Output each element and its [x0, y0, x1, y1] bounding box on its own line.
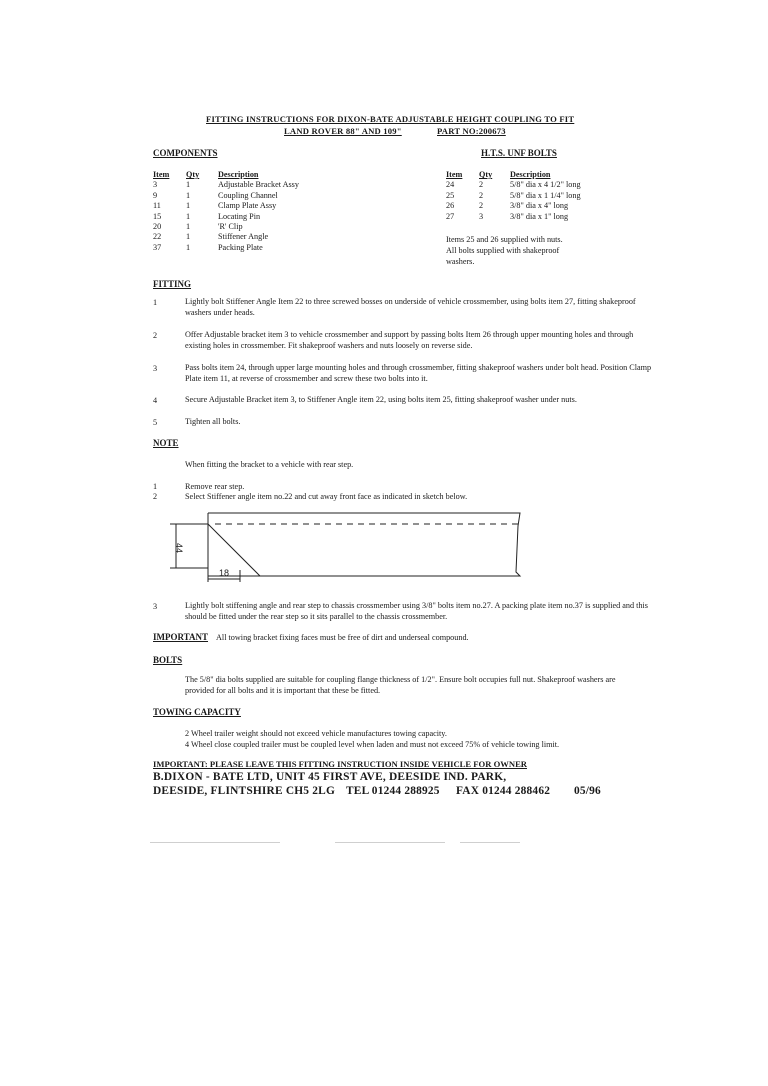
note-step-number: 1	[153, 482, 158, 491]
fitting-step-number: 2	[153, 331, 158, 340]
cell-item: 25	[446, 190, 455, 200]
cell-item: 20	[153, 222, 162, 232]
cell-description: 3/8" dia x 1" long	[510, 211, 569, 221]
note-step-number: 2	[153, 492, 158, 501]
bolts-text: The 5/8" dia bolts supplied are suitable for coupling flange thickness of 1/2". Ensure bolt occupies full nut. Shakeproof washers are provided for all bolts and it is important that these be fitted.	[185, 675, 616, 695]
col-item-header: Item	[153, 170, 170, 179]
company-fax: FAX 01244 288462	[456, 785, 551, 797]
col-description-header: Description	[218, 170, 259, 179]
document-date: 05/96	[574, 785, 601, 797]
cell-qty: 2	[479, 201, 484, 211]
cell-description: 5/8" dia x 1 1/4" long	[510, 190, 581, 200]
cell-description: Locating Pin	[218, 211, 261, 221]
company-telephone: TEL 01244 288925	[346, 785, 440, 797]
company-address-line: B.DIXON - BATE LTD, UNIT 45 FIRST AVE, DEESIDE IND. PARK,	[153, 771, 507, 783]
cell-description: 3/8" dia x 4" long	[510, 201, 569, 211]
table-row	[153, 212, 299, 222]
cell-description: Clamp Plate Assy	[218, 201, 277, 211]
cell-description: Packing Plate	[218, 242, 263, 252]
note-step-number: 3	[153, 602, 158, 611]
note-step-text: Select Stiffener angle item no.22 and cut away front face as indicated in sketch below.	[185, 492, 468, 501]
fitting-step-number: 1	[153, 298, 158, 307]
fitting-step-text: Offer Adjustable bracket item 3 to vehicle crossmember and support by passing bolts Item 26 through upper mounting holes and through existing holes in crossmember. Fit shakeproof washers and nuts loosely on reverse side.	[185, 330, 634, 350]
note-intro: When fitting the bracket to a vehicle with rear step.	[185, 460, 354, 469]
sketch-cut-line	[208, 524, 260, 576]
table-row	[446, 201, 581, 211]
bolts-heading: BOLTS	[153, 655, 183, 665]
col-item-header: Item	[446, 170, 463, 179]
stiffener-angle-sketch	[160, 508, 538, 588]
company-town: DEESIDE, FLINTSHIRE CH5 2LG	[153, 785, 335, 797]
cell-item: 22	[153, 232, 162, 242]
scan-artifact-line	[460, 842, 520, 843]
leave-inside-vehicle-notice: IMPORTANT: PLEASE LEAVE THIS FITTING INSTRUCTION INSIDE VEHICLE FOR OWNER	[153, 759, 528, 769]
cell-item: 37	[153, 242, 162, 252]
cell-item: 3	[153, 180, 158, 190]
cell-qty: 3	[479, 211, 484, 221]
table-row	[153, 201, 299, 211]
note-heading: NOTE	[153, 438, 179, 448]
fitting-step-text: Secure Adjustable Bracket item 3, to Stiffener Angle item 22, using bolts item 25, fitting shakeproof washer under nuts.	[185, 395, 577, 404]
part-number: PART NO:200673	[437, 126, 506, 136]
components-table	[153, 170, 299, 253]
cell-item: 26	[446, 201, 455, 211]
cell-qty: 1	[186, 201, 191, 211]
document-title: FITTING INSTRUCTIONS FOR DIXON-BATE ADJUSTABLE HEIGHT COUPLING TO FIT	[206, 114, 575, 124]
bolts-table	[446, 170, 581, 222]
cell-qty: 1	[186, 242, 191, 252]
cell-qty: 1	[186, 211, 191, 221]
cell-description: Stiffener Angle	[218, 232, 269, 242]
fitting-step-number: 4	[153, 396, 158, 405]
table-row	[153, 180, 299, 190]
sketch-height-label: 44	[174, 542, 184, 554]
important-label: IMPORTANT	[153, 632, 209, 642]
cell-qty: 1	[186, 180, 191, 190]
cell-qty: 2	[479, 190, 484, 200]
towing-line-2-wheel: 2 Wheel trailer weight should not exceed vehicle manufactures towing capacity.	[185, 729, 447, 738]
col-qty-header: Qty	[186, 170, 200, 179]
fitting-step-text: Lightly bolt Stiffener Angle Item 22 to three screwed bosses on underside of vehicle crossmember, using bolts item 27, fitting shakeproof washers under heads.	[185, 297, 636, 317]
table-row	[153, 243, 299, 253]
cell-item: 11	[153, 201, 161, 211]
fitting-step-number: 5	[153, 418, 158, 427]
cell-qty: 2	[479, 180, 484, 190]
fitting-step-text: Pass bolts item 24, through upper large mounting holes and through crossmember, fitting shakeproof washers under bolt head. Position Clamp Plate item 11, at reverse of crossmember and screw these two bolts into it.	[185, 363, 652, 383]
fitting-step-number: 3	[153, 364, 158, 373]
hts-bolts-heading: H.T.S. UNF BOLTS	[481, 148, 557, 158]
cell-description: 5/8" dia x 4 1/2" long	[510, 180, 581, 190]
col-description-header: Description	[510, 170, 551, 179]
cell-item: 9	[153, 190, 158, 200]
note-step-text: Remove rear step.	[185, 482, 245, 491]
cell-qty: 1	[186, 222, 191, 232]
table-row	[153, 222, 299, 232]
fitting-step-text: Tighten all bolts.	[185, 417, 241, 426]
vehicle-subtitle: LAND ROVER 88" AND 109"	[284, 126, 402, 136]
cell-description: Adjustable Bracket Assy	[218, 180, 299, 190]
bolts-header-row	[446, 170, 581, 180]
cell-item: 15	[153, 211, 162, 221]
sketch-outline	[208, 513, 520, 576]
table-row	[153, 232, 299, 242]
cell-description: 'R' Clip	[218, 222, 243, 232]
components-heading: COMPONENTS	[153, 148, 218, 158]
bolts-note-nuts: Items 25 and 26 supplied with nuts.	[446, 235, 563, 244]
note-step-text: Lightly bolt stiffening angle and rear step to chassis crossmember using 3/8" bolts item no.27. A packing plate item no.37 is supplied and this should be fitted under the rear step so it sits parallel to the chassis crossmember.	[185, 601, 648, 621]
components-header-row	[153, 170, 299, 180]
table-row	[153, 191, 299, 201]
cell-item: 27	[446, 211, 455, 221]
scan-artifact-line	[150, 842, 280, 843]
cell-description: Coupling Channel	[218, 190, 278, 200]
cell-qty: 1	[186, 232, 191, 242]
scan-artifact-line	[335, 842, 445, 843]
towing-line-4-wheel: 4 Wheel close coupled trailer must be coupled level when laden and must not exceed 75% of vehicle towing limit.	[185, 740, 560, 749]
col-qty-header: Qty	[479, 170, 493, 179]
bolts-note-washers-line1: All bolts supplied with shakeproof	[446, 246, 560, 255]
table-row	[446, 191, 581, 201]
important-text: All towing bracket fixing faces must be free of dirt and underseal compound.	[216, 633, 469, 642]
towing-capacity-heading: TOWING CAPACITY	[153, 707, 241, 717]
cell-qty: 1	[186, 190, 191, 200]
bolts-note-washers-line2: washers.	[446, 257, 475, 266]
table-row	[446, 212, 581, 222]
table-row	[446, 180, 581, 190]
cell-item: 24	[446, 180, 455, 190]
sketch-width-label: 18	[218, 568, 230, 578]
fitting-heading: FITTING	[153, 279, 192, 289]
